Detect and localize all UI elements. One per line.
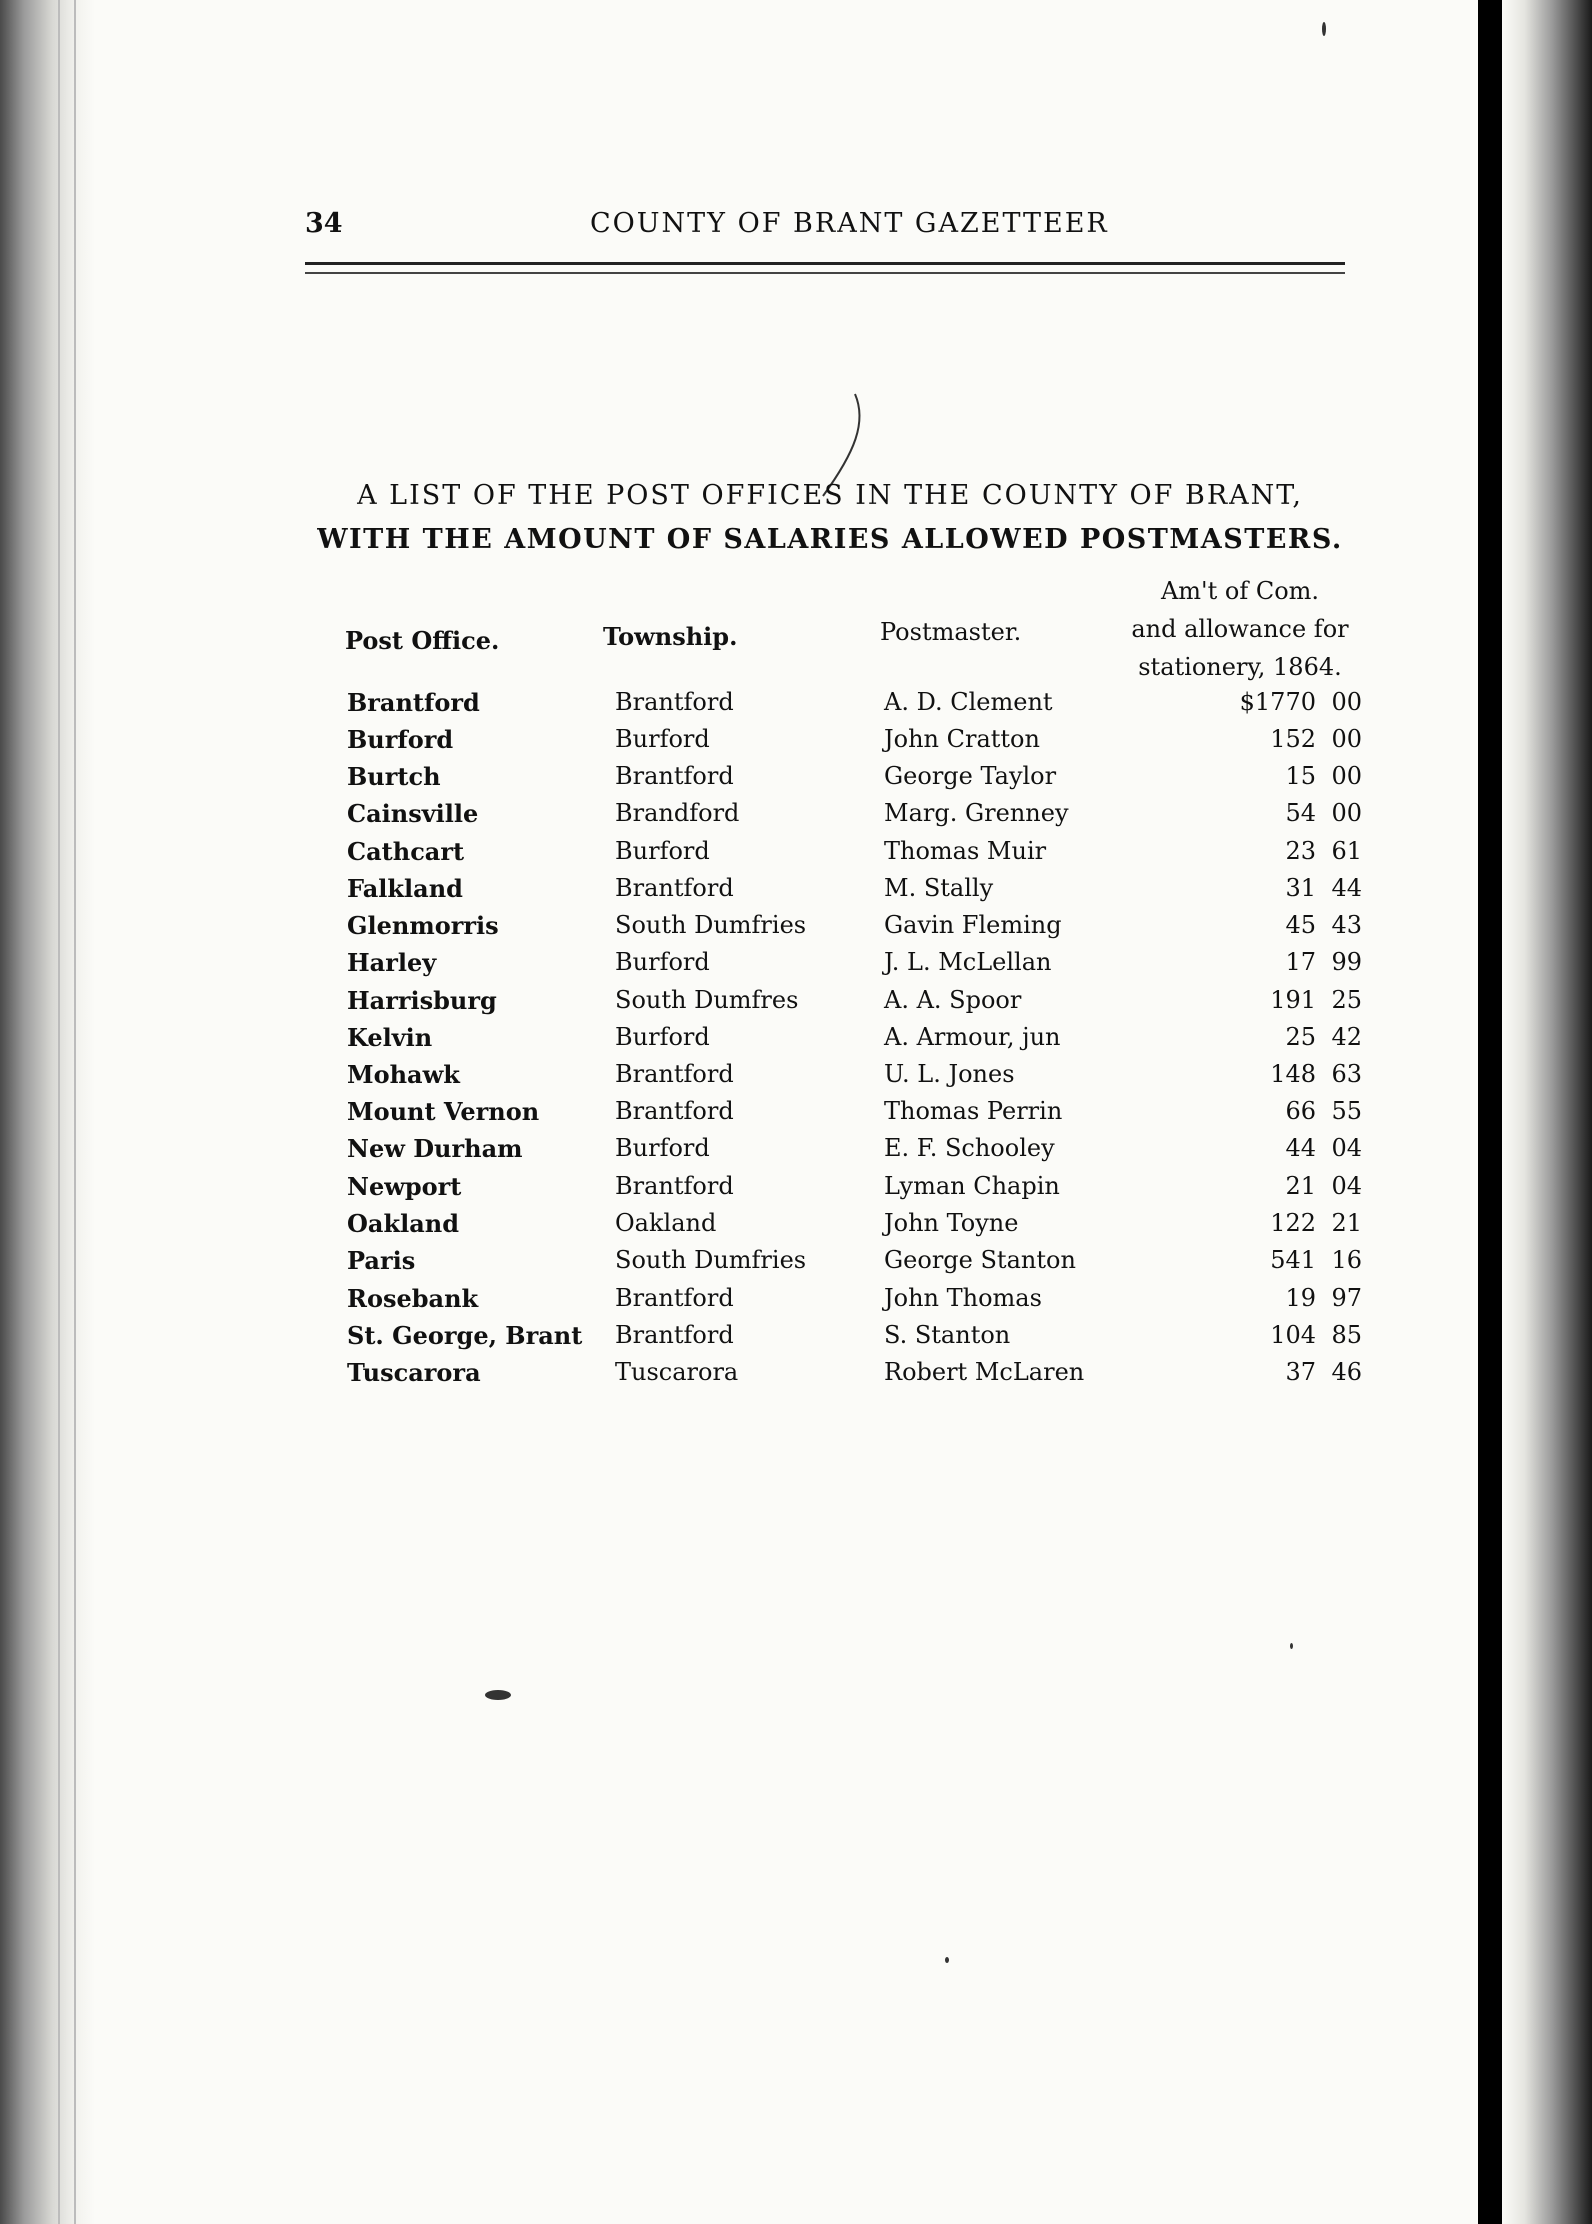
amount-header-line: and allowance for <box>1131 615 1349 643</box>
table-row <box>0 1172 1592 1209</box>
post-office-cell: Cathcart <box>347 837 465 866</box>
amount-header-line: Am't of Com. <box>1160 577 1320 605</box>
amount-header-line: stationery, 1864. <box>1138 653 1342 681</box>
postmaster-cell: George Taylor <box>884 762 1057 790</box>
amount-dollars-cell: 122 <box>1270 1209 1316 1237</box>
post-office-cell: Oakland <box>347 1209 459 1238</box>
ink-speck <box>1290 1643 1293 1649</box>
amount-dollars-cell: 17 <box>1285 948 1316 976</box>
postmaster-cell: J. L. McLellan <box>884 948 1052 976</box>
township-cell: Burford <box>615 948 710 976</box>
township-cell: Burford <box>615 837 710 865</box>
table-row <box>0 688 1592 725</box>
amount-cents-cell: 00 <box>1331 688 1362 716</box>
amount-cents-cell: 61 <box>1331 837 1362 865</box>
amount-cents-cell: 42 <box>1331 1023 1362 1051</box>
amount-cents-cell: 25 <box>1331 986 1362 1014</box>
post-office-cell: Glenmorris <box>347 911 499 940</box>
amount-cents-cell: 63 <box>1331 1060 1362 1088</box>
township-cell: Burford <box>615 1134 710 1162</box>
table-row <box>0 1134 1592 1171</box>
amount-dollars-cell: 148 <box>1270 1060 1316 1088</box>
amount-cents-cell: 85 <box>1331 1321 1362 1349</box>
header-rule-secondary <box>305 272 1345 274</box>
postmaster-cell: George Stanton <box>884 1246 1076 1274</box>
post-office-cell: Harley <box>347 948 437 977</box>
postmaster-cell: A. Armour, jun <box>884 1023 1061 1051</box>
postmaster-cell: A. D. Clement <box>884 688 1053 716</box>
postmaster-cell: M. Stally <box>884 874 994 902</box>
table-row <box>0 948 1592 985</box>
post-office-cell: New Durham <box>347 1134 523 1163</box>
amount-dollars-cell: $1770 <box>1239 688 1316 716</box>
amount-dollars-cell: 191 <box>1270 986 1316 1014</box>
post-office-cell: Cainsville <box>347 799 479 828</box>
post-office-cell: Tuscarora <box>347 1358 481 1387</box>
table-row <box>0 799 1592 836</box>
postmaster-cell: E. F. Schooley <box>884 1134 1055 1162</box>
amount-cents-cell: 04 <box>1331 1172 1362 1200</box>
township-cell: Brantford <box>615 1097 734 1125</box>
postmaster-cell: Thomas Perrin <box>884 1097 1063 1125</box>
post-office-cell: Harrisburg <box>347 986 497 1015</box>
table-row <box>0 1246 1592 1283</box>
ink-speck <box>945 1957 949 1963</box>
post-office-cell: Mohawk <box>347 1060 460 1089</box>
postmaster-cell: Gavin Fleming <box>884 911 1062 939</box>
table-row <box>0 874 1592 911</box>
postmaster-cell: Marg. Grenney <box>884 799 1069 827</box>
amount-dollars-cell: 541 <box>1270 1246 1316 1274</box>
township-cell: South Dumfres <box>615 986 799 1014</box>
postmaster-cell: S. Stanton <box>884 1321 1011 1349</box>
amount-dollars-cell: 37 <box>1285 1358 1316 1386</box>
amount-cents-cell: 97 <box>1331 1284 1362 1312</box>
postmaster-cell: John Cratton <box>884 725 1040 753</box>
post-office-cell: Falkland <box>347 874 463 903</box>
postmaster-cell: U. L. Jones <box>884 1060 1015 1088</box>
amount-cents-cell: 00 <box>1331 762 1362 790</box>
township-cell: South Dumfries <box>615 1246 807 1274</box>
township-cell: Brantford <box>615 1172 734 1200</box>
column-header-township: Township. <box>603 622 738 651</box>
township-cell: South Dumfries <box>615 911 807 939</box>
postmaster-cell: Robert McLaren <box>884 1358 1085 1386</box>
amount-dollars-cell: 66 <box>1285 1097 1316 1125</box>
township-cell: Brantford <box>615 1321 734 1349</box>
table-row <box>0 1358 1592 1395</box>
table-row <box>0 1023 1592 1060</box>
postmaster-cell: Thomas Muir <box>884 837 1047 865</box>
township-cell: Burford <box>615 1023 710 1051</box>
amount-cents-cell: 46 <box>1331 1358 1362 1386</box>
township-cell: Tuscarora <box>615 1358 739 1386</box>
amount-dollars-cell: 25 <box>1285 1023 1316 1051</box>
amount-cents-cell: 00 <box>1331 799 1362 827</box>
postmaster-cell: Lyman Chapin <box>884 1172 1060 1200</box>
table-row <box>0 725 1592 762</box>
running-head: COUNTY OF BRANT GAZETTEER <box>590 208 1109 239</box>
township-cell: Burford <box>615 725 710 753</box>
post-office-cell: Kelvin <box>347 1023 433 1052</box>
list-title: A LIST OF THE POST OFFICES IN THE COUNTY OF BRANT, <box>357 480 1303 511</box>
township-cell: Brantford <box>615 688 734 716</box>
table-row <box>0 762 1592 799</box>
amount-cents-cell: 21 <box>1331 1209 1362 1237</box>
amount-dollars-cell: 19 <box>1285 1284 1316 1312</box>
post-office-cell: Burtch <box>347 762 441 791</box>
page-number: 34 <box>305 208 343 239</box>
post-office-cell: St. George, Brant <box>347 1321 583 1350</box>
amount-dollars-cell: 152 <box>1270 725 1316 753</box>
post-office-cell: Rosebank <box>347 1284 479 1313</box>
township-cell: Oakland <box>615 1209 717 1237</box>
amount-dollars-cell: 21 <box>1285 1172 1316 1200</box>
amount-dollars-cell: 23 <box>1285 837 1316 865</box>
post-office-cell: Newport <box>347 1172 462 1201</box>
amount-dollars-cell: 54 <box>1285 799 1316 827</box>
amount-dollars-cell: 104 <box>1270 1321 1316 1349</box>
table-row <box>0 986 1592 1023</box>
amount-cents-cell: 16 <box>1331 1246 1362 1274</box>
page-header <box>305 208 1349 248</box>
table-row <box>0 837 1592 874</box>
column-header-amount <box>1120 572 1360 686</box>
post-office-cell: Burford <box>347 725 454 754</box>
township-cell: Brandford <box>615 799 740 827</box>
township-cell: Brantford <box>615 1284 734 1312</box>
column-header-post-office: Post Office. <box>345 626 500 655</box>
table-row <box>0 1097 1592 1134</box>
table-row <box>0 1321 1592 1358</box>
amount-cents-cell: 43 <box>1331 911 1362 939</box>
list-subtitle: WITH THE AMOUNT OF SALARIES ALLOWED POSTMASTERS. <box>317 524 1343 555</box>
postmaster-cell: John Toyne <box>884 1209 1019 1237</box>
post-office-cell: Mount Vernon <box>347 1097 540 1126</box>
amount-dollars-cell: 15 <box>1285 762 1316 790</box>
table-row <box>0 1060 1592 1097</box>
township-cell: Brantford <box>615 874 734 902</box>
ink-speck <box>1322 22 1326 36</box>
header-rule <box>305 262 1345 265</box>
amount-cents-cell: 00 <box>1331 725 1362 753</box>
table-row <box>0 1209 1592 1246</box>
amount-dollars-cell: 45 <box>1285 911 1316 939</box>
post-office-cell: Paris <box>347 1246 416 1275</box>
table-row <box>0 911 1592 948</box>
column-header-postmaster: Postmaster. <box>880 618 1022 646</box>
amount-cents-cell: 04 <box>1331 1134 1362 1162</box>
postmaster-cell: A. A. Spoor <box>884 986 1022 1014</box>
post-office-cell: Brantford <box>347 688 480 717</box>
amount-dollars-cell: 31 <box>1285 874 1316 902</box>
amount-cents-cell: 55 <box>1331 1097 1362 1125</box>
table-row <box>0 1284 1592 1321</box>
amount-cents-cell: 99 <box>1331 948 1362 976</box>
township-cell: Brantford <box>615 762 734 790</box>
amount-cents-cell: 44 <box>1331 874 1362 902</box>
postmaster-cell: John Thomas <box>884 1284 1042 1312</box>
amount-dollars-cell: 44 <box>1285 1134 1316 1162</box>
township-cell: Brantford <box>615 1060 734 1088</box>
ink-smudge <box>485 1690 511 1700</box>
